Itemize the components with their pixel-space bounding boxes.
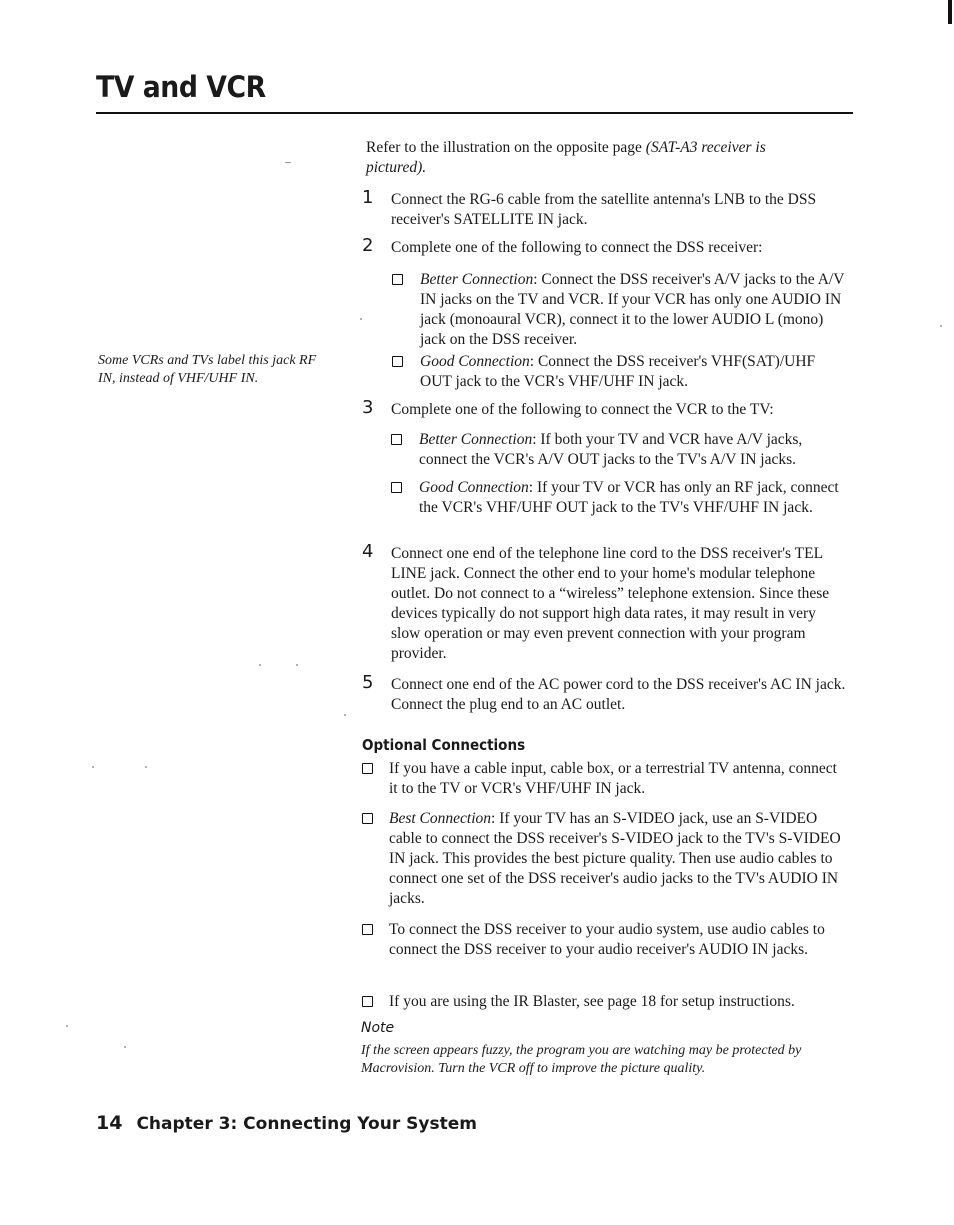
bullet-text: If you are using the IR Blaster, see page 18 for setup instructions.	[389, 993, 795, 1010]
bullet-text: : Connect the DSS receiver's A/V jacks to the A/V IN jacks on the TV and VCR. If your VCR has only one AUDIO IN jack (monoaural VCR), connect it to the lower AUDIO L (mono) jack on the DSS receiver.	[420, 271, 845, 348]
checkbox-bullet-icon	[392, 274, 403, 285]
page-number: 14	[96, 1112, 123, 1134]
step-text: Complete one of the following to connect the DSS receiver:	[391, 239, 763, 256]
scan-speck	[259, 664, 261, 666]
page-title: TV and VCR	[96, 70, 266, 104]
intro-paragraph	[366, 138, 806, 178]
bullet-emphasis: Better Connection	[419, 431, 533, 448]
bullet-text: : If both your TV and VCR have A/V jacks, connect the VCR's A/V OUT jacks to the TV's A/V IN jacks.	[419, 431, 803, 468]
section-heading: Optional Connections	[362, 736, 526, 754]
scan-speck	[360, 318, 362, 320]
bullet-text: : If your TV or VCR has only an RF jack, connect the VCR's VHF/UHF OUT jack to the TV's VHF/UHF IN jack.	[419, 479, 839, 516]
bullet-emphasis: Best Connection	[389, 810, 492, 827]
checkbox-bullet-icon	[362, 924, 373, 935]
checkbox-bullet-icon	[362, 813, 373, 824]
step-number: 1	[362, 187, 374, 208]
page-footer	[96, 1112, 477, 1134]
bullet-emphasis: Good Connection	[419, 479, 529, 496]
step-number: 5	[362, 672, 374, 693]
scan-speck	[940, 325, 942, 327]
checkbox-bullet-icon	[392, 356, 403, 367]
bullet-text: To connect the DSS receiver to your audio system, use audio cables to connect the DSS receiver to your audio receiver's AUDIO IN jacks.	[389, 921, 825, 958]
bullet-emphasis: Good Connection	[420, 353, 530, 370]
step-number: 4	[362, 541, 374, 562]
step-text: Connect one end of the telephone line cord to the DSS receiver's TEL LINE jack. Connect the other end to your home's modular telephone outlet. Do not connect to a “wireless” telephone extension. Since these devices typically do not support high data rates, it may result in very slow operation or may even prevent connection with your program provider.	[391, 545, 830, 662]
scan-speck	[145, 766, 147, 768]
scan-speck	[285, 162, 291, 163]
step-text: Connect one end of the AC power cord to the DSS receiver's AC IN jack. Connect the plug end to an AC outlet.	[391, 676, 846, 713]
scan-speck	[344, 714, 346, 716]
step-text: Complete one of the following to connect the VCR to the TV:	[391, 401, 774, 418]
intro-text: Refer to the illustration on the opposite page	[366, 139, 646, 156]
scan-speck	[92, 766, 94, 768]
bullet-emphasis: Better Connection	[420, 271, 534, 288]
checkbox-bullet-icon	[391, 482, 402, 493]
bullet-text: : Connect the DSS receiver's VHF(SAT)/UHF OUT jack to the VCR's VHF/UHF IN jack.	[420, 353, 816, 390]
checkbox-bullet-icon	[362, 996, 373, 1007]
checkbox-bullet-icon	[391, 434, 402, 445]
checkbox-bullet-icon	[362, 763, 373, 774]
scan-speck	[66, 1025, 68, 1027]
chapter-title: Chapter 3: Connecting Your System	[136, 1114, 477, 1134]
step-number: 2	[362, 235, 374, 256]
margin-note: Some VCRs and TVs label this jack RF IN, instead of VHF/UHF IN.	[98, 353, 317, 386]
bullet-text: : If your TV has an S-VIDEO jack, use an S-VIDEO cable to connect the DSS receiver's S-VIDEO jack to the TV's S-VIDEO IN jack. This provides the best picture quality. Then use audio cables to connect one set of the DSS receiver's audio jacks to the TV's AUDIO IN jacks.	[389, 810, 841, 907]
scan-speck	[296, 664, 298, 666]
page-edge-mark	[948, 0, 952, 24]
intro-emphasis: (SAT-A3 receiver is pictured).	[366, 139, 766, 176]
title-rule	[96, 112, 853, 114]
note-heading: Note	[361, 1020, 395, 1036]
note-text: If the screen appears fuzzy, the program you are watching may be protected by Macrovision. Turn the VCR off to improve the picture quality.	[361, 1043, 802, 1076]
scan-speck	[124, 1046, 126, 1048]
bullet-text: If you have a cable input, cable box, or a terrestrial TV antenna, connect it to the TV or VCR's VHF/UHF IN jack.	[389, 760, 837, 797]
step-number: 3	[362, 397, 374, 418]
step-text: Connect the RG-6 cable from the satellite antenna's LNB to the DSS receiver's SATELLITE IN jack.	[391, 191, 817, 228]
